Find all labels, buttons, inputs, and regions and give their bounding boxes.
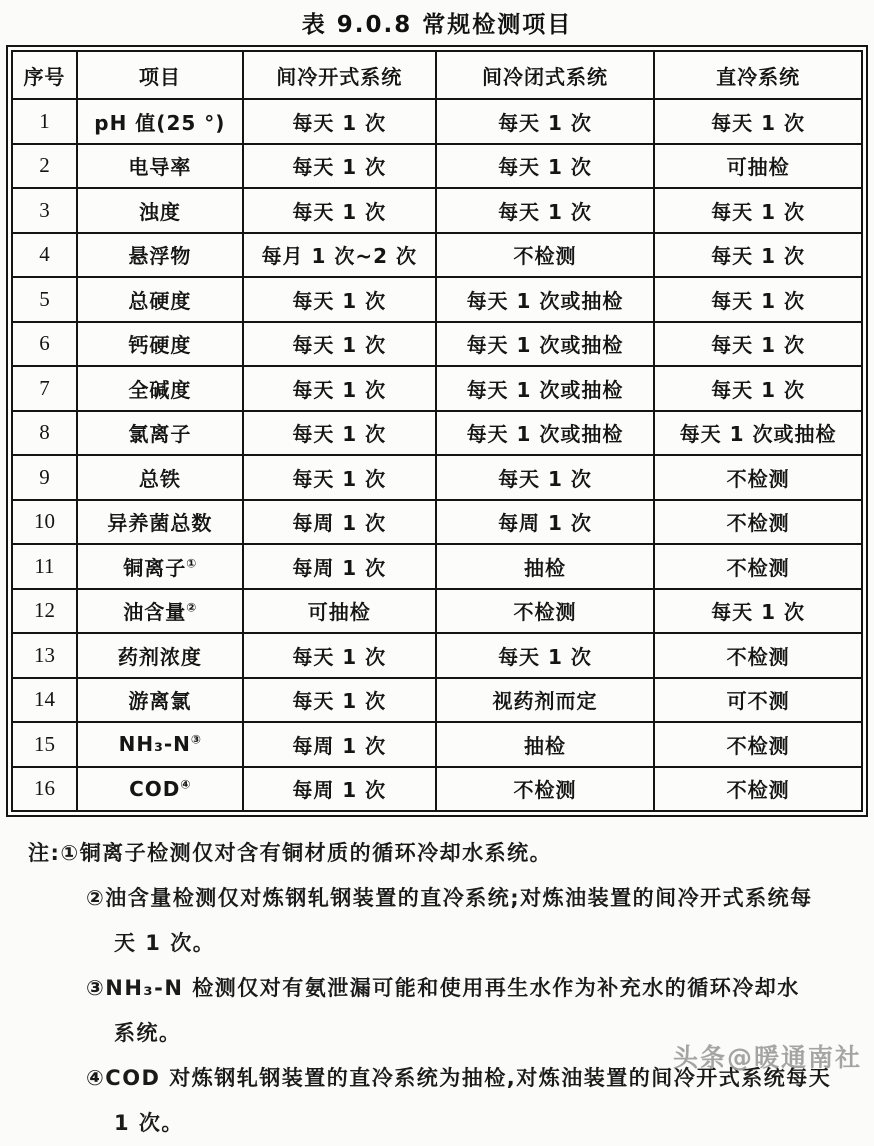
- table-cell: 不检测: [654, 633, 862, 678]
- table-cell: 每天 1 次: [243, 277, 436, 322]
- table-cell: 视药剂而定: [436, 678, 654, 723]
- table-cell: 每天 1 次: [436, 144, 654, 189]
- table-cell: 可不测: [654, 678, 862, 723]
- table-cell: 每周 1 次: [243, 500, 436, 545]
- table-title: 表 9.0.8 常规检测项目: [301, 12, 573, 38]
- table-cell: 每周 1 次: [436, 500, 654, 545]
- table-cell: 每天 1 次或抽检: [654, 411, 862, 456]
- table-cell: 每天 1 次: [654, 277, 862, 322]
- table-cell: 9: [12, 455, 77, 500]
- table-row: [12, 188, 862, 233]
- table-row: [12, 322, 862, 367]
- table-cell: 10: [12, 500, 77, 545]
- table-cell: 总硬度: [77, 277, 243, 322]
- table-cell: 每周 1 次: [243, 544, 436, 589]
- table-cell: 每天 1 次: [436, 455, 654, 500]
- table-cell: 每周 1 次: [243, 722, 436, 767]
- table-cell: 每周 1 次: [243, 767, 436, 812]
- table-cell: 氯离子: [77, 411, 243, 456]
- table-row: [12, 99, 862, 144]
- column-header: 项目: [77, 51, 243, 99]
- table-cell: 3: [12, 188, 77, 233]
- table-cell: 电导率: [77, 144, 243, 189]
- table-cell: 可抽检: [654, 144, 862, 189]
- table-cell: 油含量②: [77, 589, 243, 634]
- note-ref-superscript: ④: [180, 777, 191, 792]
- table-cell: 每天 1 次: [243, 144, 436, 189]
- note-line: 注:①铜离子检测仅对含有铜材质的循环冷却水系统。: [28, 841, 553, 865]
- note-line: ②油含量检测仅对炼钢轧钢装置的直冷系统;对炼油装置的间冷开式系统每: [86, 886, 813, 910]
- column-header: 直冷系统: [654, 51, 862, 99]
- note-ref-superscript: ②: [186, 600, 197, 615]
- table-cell: 12: [12, 589, 77, 634]
- note-continuation-line: 天 1 次。: [114, 931, 216, 955]
- table-cell: 4: [12, 233, 77, 278]
- table-cell: 每天 1 次: [243, 322, 436, 367]
- table-cell: 不检测: [436, 233, 654, 278]
- table-row: [12, 366, 862, 411]
- table-cell: 每天 1 次: [243, 99, 436, 144]
- table-cell: 不检测: [654, 544, 862, 589]
- table-row: [12, 767, 862, 812]
- note-marker: ④: [86, 1066, 106, 1090]
- table-cell: 不检测: [436, 767, 654, 812]
- table-row: [12, 633, 862, 678]
- table-cell: 每天 1 次: [243, 678, 436, 723]
- inspection-table: [11, 50, 863, 812]
- table-cell: 钙硬度: [77, 322, 243, 367]
- table-cell: pH 值(25 °): [77, 99, 243, 144]
- note-line: ④COD 对炼钢轧钢装置的直冷系统为抽检,对炼油装置的间冷开式系统每天: [86, 1066, 832, 1090]
- table-cell: 15: [12, 722, 77, 767]
- table-cell: 每天 1 次或抽检: [436, 411, 654, 456]
- watermark: 头条@暖通南社: [672, 1043, 862, 1072]
- table-cell: 可抽检: [243, 589, 436, 634]
- table-cell: 每天 1 次: [654, 322, 862, 367]
- table-cell: 5: [12, 277, 77, 322]
- table-cell: 铜离子①: [77, 544, 243, 589]
- table-cell: 每天 1 次: [243, 633, 436, 678]
- table-cell: 2: [12, 144, 77, 189]
- table-cell: NH₃-N③: [77, 722, 243, 767]
- table-cell: 不检测: [654, 722, 862, 767]
- table-row: [12, 411, 862, 456]
- table-cell: COD④: [77, 767, 243, 812]
- table-cell: 全碱度: [77, 366, 243, 411]
- table-cell: 每天 1 次: [436, 633, 654, 678]
- table-cell: 浊度: [77, 188, 243, 233]
- note-marker: 注:①: [28, 841, 80, 865]
- table-cell: 13: [12, 633, 77, 678]
- note-line: ③NH₃-N 检测仅对有氨泄漏可能和使用再生水作为补充水的循环冷却水: [86, 976, 800, 1000]
- table-cell: 14: [12, 678, 77, 723]
- table-cell: 不检测: [654, 500, 862, 545]
- table-row: [12, 722, 862, 767]
- column-header: 间冷开式系统: [243, 51, 436, 99]
- table-cell: 每天 1 次或抽检: [436, 277, 654, 322]
- table-cell: 每天 1 次: [436, 99, 654, 144]
- table-cell: 每天 1 次: [654, 99, 862, 144]
- table-row: [12, 455, 862, 500]
- table-cell: 每天 1 次: [654, 188, 862, 233]
- table-cell: 总铁: [77, 455, 243, 500]
- table-border-frame: [6, 45, 868, 817]
- note-marker: ③: [86, 976, 106, 1000]
- table-cell: 7: [12, 366, 77, 411]
- table-cell: 6: [12, 322, 77, 367]
- table-row: [12, 233, 862, 278]
- table-cell: 药剂浓度: [77, 633, 243, 678]
- table-cell: 抽检: [436, 722, 654, 767]
- table-row: [12, 500, 862, 545]
- column-header: 序号: [12, 51, 77, 99]
- table-cell: 悬浮物: [77, 233, 243, 278]
- table-cell: 每天 1 次: [243, 411, 436, 456]
- table-row: [12, 678, 862, 723]
- note-ref-superscript: ①: [186, 556, 197, 571]
- header-row: [12, 51, 862, 99]
- table-cell: 16: [12, 767, 77, 812]
- column-header: 间冷闭式系统: [436, 51, 654, 99]
- table-body: [12, 99, 862, 811]
- table-cell: 异养菌总数: [77, 500, 243, 545]
- table-cell: 1: [12, 99, 77, 144]
- table-cell: 不检测: [654, 767, 862, 812]
- table-cell: 每天 1 次或抽检: [436, 322, 654, 367]
- table-cell: 每天 1 次: [654, 366, 862, 411]
- table-row: [12, 544, 862, 589]
- note-continuation-line: 1 次。: [114, 1111, 184, 1135]
- table-cell: 8: [12, 411, 77, 456]
- table-cell: 11: [12, 544, 77, 589]
- table-cell: 每天 1 次: [243, 366, 436, 411]
- notes-section: [28, 831, 864, 1146]
- note-ref-superscript: ③: [190, 732, 202, 747]
- table-cell: 每天 1 次或抽检: [436, 366, 654, 411]
- table-cell: 游离氯: [77, 678, 243, 723]
- table-row: [12, 144, 862, 189]
- table-cell: 不检测: [436, 589, 654, 634]
- table-cell: 每天 1 次: [654, 589, 862, 634]
- table-cell: 每天 1 次: [654, 233, 862, 278]
- table-cell: 不检测: [654, 455, 862, 500]
- note-continuation-line: 系统。: [114, 1021, 182, 1045]
- table-cell: 每天 1 次: [436, 188, 654, 233]
- table-cell: 每天 1 次: [243, 188, 436, 233]
- table-row: [12, 277, 862, 322]
- note-marker: ②: [86, 886, 106, 910]
- table-row: [12, 589, 862, 634]
- table-cell: 每天 1 次: [243, 455, 436, 500]
- table-header: [12, 51, 862, 99]
- table-cell: 每月 1 次~2 次: [243, 233, 436, 278]
- table-cell: 抽检: [436, 544, 654, 589]
